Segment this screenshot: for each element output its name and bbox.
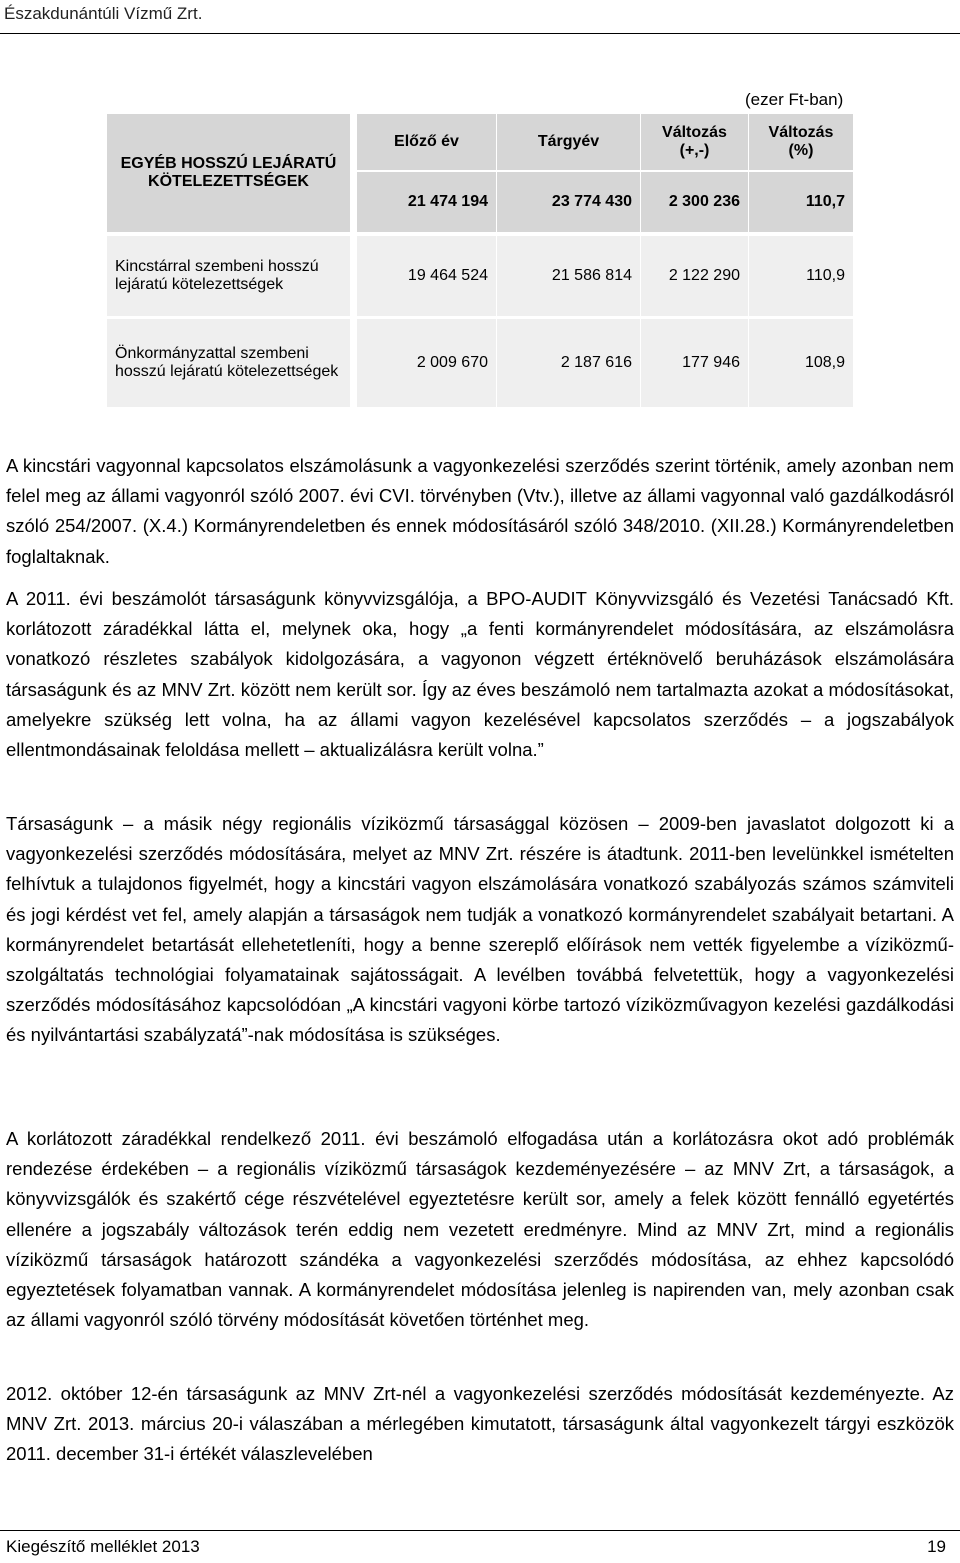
column-header-change-abs: Változás (+,-) [641,114,748,170]
row-municipality-prev-year: 2 009 670 [357,319,496,407]
row-municipality-change-abs: 177 946 [641,319,748,407]
table-unit-label: (ezer Ft-ban) [745,90,844,109]
total-change-pct: 110,7 [749,172,853,232]
row-treasury-current-year: 21 586 814 [497,236,640,316]
row-label-treasury: Kincstárral szembeni hosszú lejáratú kötelezettségek [107,236,350,316]
footer-divider [0,1530,960,1531]
row-municipality-change-pct: 108,9 [749,319,853,407]
row-treasury-change-pct: 110,9 [749,236,853,316]
paragraph-4: A korlátozott záradékkal rendelkező 2011. évi beszámoló elfogadása után a korlátozásra okot adó problémák rendezése érdekében – a regionális víziközmű társaságok kezdeményezésére – az MNV Zrt, a társaságok, a könyvvizsgálók és szakértő cége részvételével egyeztetésre került sor, amely a felek között fennálló egyetértés ellenére a jogszabály változások terén eddig nem vezetett eredményre. Mind az MNV Zrt, mind a regionális víziközmű társaságok határozott szándéka a vagyonkezelési szerződés módosítása, az ehhez kapcsolódó egyeztetések folyamatban vannak. A kormányrendelet módosítása jelenleg is napirenden van, mely azonban csak az állami vagyonról szóló törvény módosítását követően történhet meg. [6,1128,954,1331]
footer-document-name: Kiegészítő melléklet 2013 [6,1537,200,1556]
total-current-year: 23 774 430 [497,172,640,232]
column-header-current-year: Tárgyév [497,114,640,170]
paragraph-3: Társaságunk – a másik négy regionális víziközmű társasággal közösen – 2009-ben javaslatot dolgozott ki a vagyonkezelési szerződés módosítására, melyet az MNV Zrt. részére is átadtunk. 2011-ben levelünkkel ismételten felhívtuk a tulajdonos figyelmét, hogy a kincstári vagyon elszámolására vonatkozó szabályozás számos számviteli és jogi kérdést vet fel, amely alapján a társaságok nem tudják a vonatkozó kormányrendelet szabályait betartani. A kormányrendelet betartását ellehetetleníti, hogy a benne szereplő előírások nem vették figyelembe a víziközmű-szolgáltatás technológiai folyamatainak sajátosságait. A levélben továbbá felvetettük, hogy a vagyonkezelési szerződés módosításához kapcsolódóan „A kincstári vagyoni körbe tartozó víziközművagyon kezelési gazdálkodási és nyilvántartási szabályzatá”-nak módosítása is szükséges. [6,813,954,1046]
total-prev-year: 21 474 194 [357,172,496,232]
total-change-abs: 2 300 236 [641,172,748,232]
table-title: EGYÉB HOSSZÚ LEJÁRATÚ KÖTELEZETTSÉGEK [107,114,350,232]
paragraph-1: A kincstári vagyonnal kapcsolatos elszámolásunk a vagyonkezelési szerződés szerint történik, amely azonban nem felel meg az állami vagyonról szóló 2007. évi CVI. törvényben (Vtv.), illetve az állami vagyonnal való gazdálkodásról szóló 254/2007. (X.4.) Kormányrendeletben és ennek módosításáról szóló 348/2010. (XII.28.) Kormányrendeletben foglaltaknak. [6,455,954,567]
column-header-change-pct: Változás (%) [749,114,853,170]
paragraph-5: 2012. október 12-én társaságunk az MNV Zrt-nél a vagyonkezelési szerződés módosítását kezdeményezte. Az MNV Zrt. 2013. március 20-i válaszában a mérlegében kimutatott, társaságunk által vagyonkezelt tárgyi eszközök 2011. december 31-i értékét válaszlevelében [6,1383,954,1465]
page-number: 19 [927,1537,946,1556]
column-header-prev-year: Előző év [357,114,496,170]
company-header: Északdunántúli Vízmű Zrt. [4,4,203,23]
row-treasury-change-abs: 2 122 290 [641,236,748,316]
row-municipality-current-year: 2 187 616 [497,319,640,407]
paragraph-2: A 2011. évi beszámolót társaságunk könyvvizsgálója, a BPO-AUDIT Könyvvizsgáló és Vezetési Tanácsadó Kft. korlátozott záradékkal látta el, melynek oka, hogy „a fenti kormányrendelet módosítására, az elszámolásra vonatkozó részletes szabályok kidolgozására, a vagyonon végzett értéknövelő beruházások elszámolására társaságunk és az MNV Zrt. között nem került sor. Így az éves beszámoló nem tartalmazta azokat a módosításokat, amelyekre szükség lett volna, ha az állami vagyon kezelésével kapcsolatos szerződés – a jogszabályok ellentmondásainak feloldása mellett – aktualizálásra került volna.” [6,588,954,761]
row-label-municipality: Önkormányzattal szembeni hosszú lejáratú kötelezettségek [107,319,350,407]
header-divider [0,33,960,34]
row-treasury-prev-year: 19 464 524 [357,236,496,316]
